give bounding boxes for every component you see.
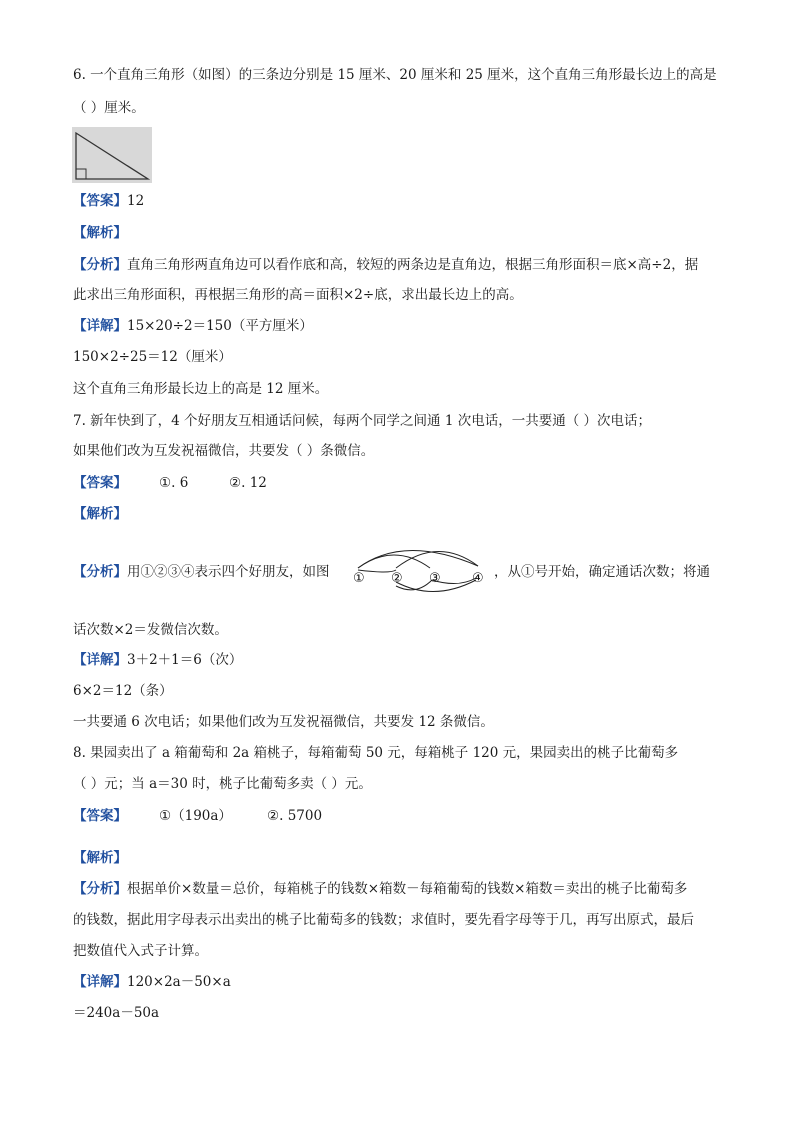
q8-detail-text1: 120×2a－50×a — [127, 974, 231, 990]
q7-fenxi-line1-cont: ，从①号开始，确定通话次数；将通 — [494, 564, 710, 580]
q7-answer — [73, 473, 267, 493]
analysis-tag: 【解析】 — [73, 850, 127, 866]
q7-fenxi-text1a: 用①②③④表示四个好朋友，如图 — [127, 564, 330, 580]
q8-fenxi-text1: 根据单价×数量＝总价，每箱桃子的钱数×箱数－每箱葡萄的钱数×箱数＝卖出的桃子比葡萄多 — [127, 881, 688, 897]
fenxi-tag: 【分析】 — [73, 881, 127, 897]
q7-analysis — [73, 504, 127, 524]
analysis-tag: 【解析】 — [73, 506, 127, 522]
detail-tag: 【详解】 — [73, 318, 127, 334]
q8-detail-line1 — [73, 972, 231, 992]
fenxi-tag: 【分析】 — [73, 257, 127, 273]
q8-stem-line2: （ ）元；当 a＝30 时，桃子比葡萄多卖（ ）元。 — [73, 776, 372, 792]
answer-tag: 【答案】 — [73, 193, 127, 209]
q6-analysis — [73, 223, 127, 243]
q8-fenxi-line3: 把数值代入式子计算。 — [73, 943, 208, 959]
q8-answer-2-value: . 5700 — [279, 808, 323, 824]
network-node-2: ② — [391, 571, 403, 586]
q7-answer-1-value: . 6 — [171, 475, 189, 491]
q8-answer-1-value: （190a） — [171, 808, 232, 824]
network-node-3: ③ — [429, 571, 441, 586]
q7-answer-2 — [229, 473, 267, 493]
q7-stem-line1: 7. 新年快到了，4 个好朋友互相通话问候，每两个同学之间通 1 次电话，一共要通（ ）次电话； — [73, 413, 652, 429]
q7-fenxi-line2: 话次数×2＝发微信次数。 — [73, 622, 228, 638]
circled-number-2: ② — [229, 475, 242, 491]
q6-fenxi-line2: 此求出三角形面积，再根据三角形的高＝面积×2÷底，求出最长边上的高。 — [73, 287, 523, 303]
network-node-4: ④ — [472, 571, 484, 586]
q8-stem-line1: 8. 果园卖出了 a 箱葡萄和 2a 箱桃子，每箱葡萄 50 元，每箱桃子 120 元，果园卖出的桃子比葡萄多 — [73, 745, 679, 761]
circled-number-1: ① — [159, 475, 172, 491]
q8-detail-line2: ＝240a－50a — [73, 1005, 160, 1021]
fenxi-tag: 【分析】 — [73, 564, 127, 580]
circled-number-1: ① — [159, 808, 172, 824]
detail-tag: 【详解】 — [73, 652, 127, 668]
friends-call-network-figure — [344, 540, 490, 604]
detail-tag: 【详解】 — [73, 974, 127, 990]
q8-answer-1 — [159, 806, 232, 826]
q6-detail-text1: 15×20÷2＝150（平方厘米） — [127, 318, 313, 334]
q6-answer-value: 12 — [127, 193, 145, 209]
q6-fenxi-text1: 直角三角形两直角边可以看作底和高，较短的两条边是直角边，根据三角形面积＝底×高÷2，据 — [127, 257, 699, 273]
q8-fenxi-line2: 的钱数，据此用字母表示出卖出的桃子比葡萄多的钱数；求值时，要先看字母等于几，再写出原式，最后 — [73, 912, 694, 928]
q8-analysis — [73, 848, 127, 868]
q7-answer-1 — [159, 473, 188, 493]
q6-detail-line3: 这个直角三角形最长边上的高是 12 厘米。 — [73, 381, 329, 397]
q6-stem-line2: （ ）厘米。 — [73, 100, 145, 116]
q8-answer-2 — [267, 806, 322, 826]
circled-number-2: ② — [267, 808, 280, 824]
q8-answer — [73, 806, 323, 826]
answer-tag: 【答案】 — [73, 475, 127, 491]
q7-detail-line1 — [73, 650, 242, 670]
right-triangle-figure — [72, 127, 152, 183]
q7-stem-line2: 如果他们改为互发祝福微信，共要发（ ）条微信。 — [73, 443, 375, 459]
q8-fenxi-line1 — [73, 879, 687, 899]
q7-fenxi-line1 — [73, 562, 330, 582]
q7-answer-2-value: . 12 — [241, 475, 267, 491]
q6-detail-line2: 150×2÷25＝12（厘米） — [73, 349, 232, 365]
answer-tag: 【答案】 — [73, 808, 127, 824]
q6-answer — [73, 191, 144, 211]
q6-fenxi-line1 — [73, 255, 698, 275]
network-node-1: ① — [353, 571, 365, 586]
analysis-tag: 【解析】 — [73, 225, 127, 241]
q7-detail-text1: 3＋2＋1＝6（次） — [127, 652, 243, 668]
q7-detail-line3: 一共要通 6 次电话；如果他们改为互发祝福微信，共要发 12 条微信。 — [73, 714, 494, 730]
q6-detail-line1 — [73, 316, 313, 336]
q6-stem-line1: 6. 一个直角三角形（如图）的三条边分别是 15 厘米、20 厘米和 25 厘米，这个直角三角形最长边上的高是 — [73, 67, 717, 83]
q7-detail-line2: 6×2＝12（条） — [73, 683, 173, 699]
